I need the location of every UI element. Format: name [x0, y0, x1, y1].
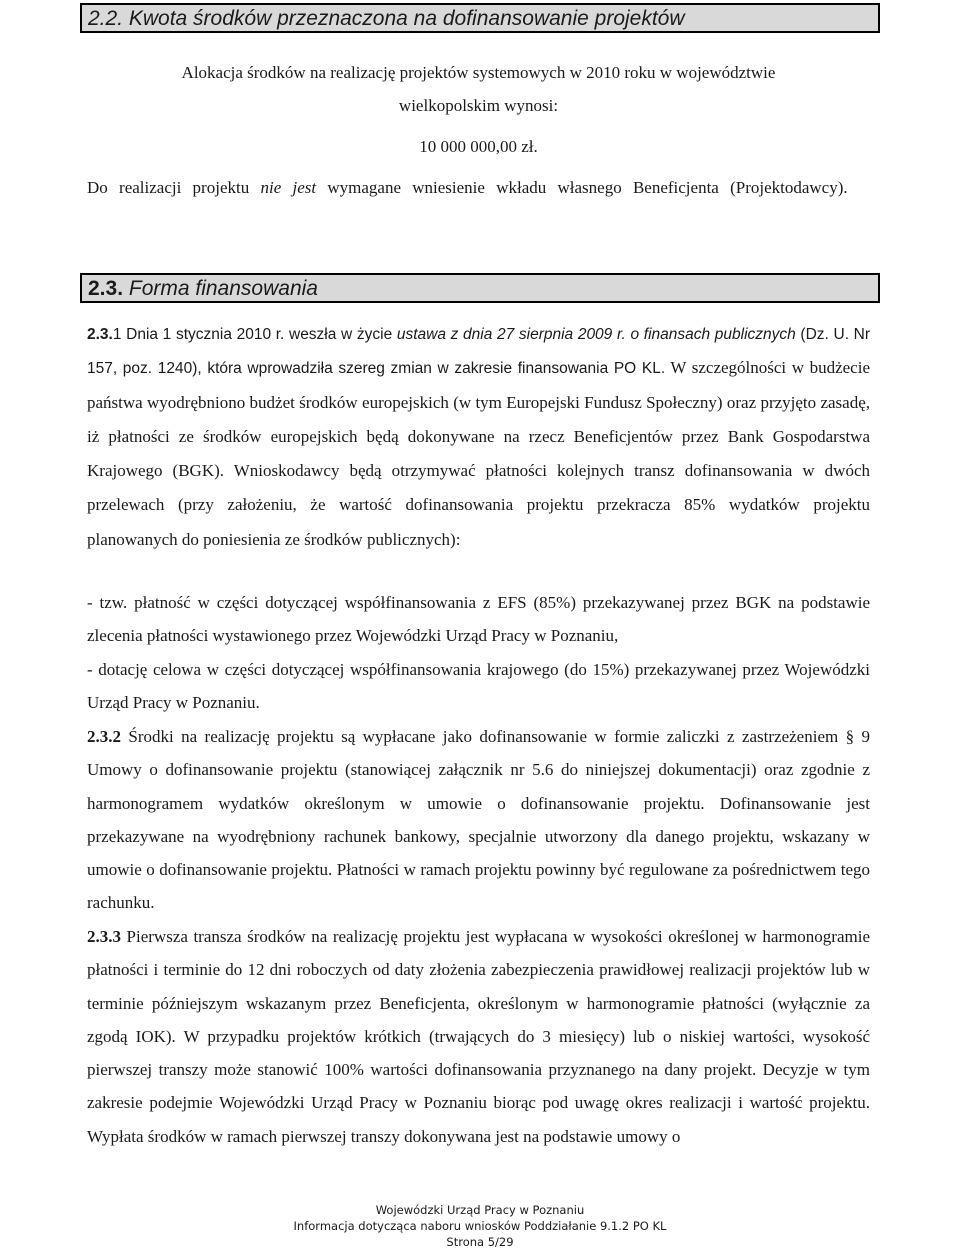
section-heading-2-2 [80, 3, 880, 33]
paragraph-2-3-2 [87, 720, 870, 920]
paragraph-number: 2.3. [87, 326, 113, 343]
section-number: 2.3. [88, 277, 124, 300]
paragraph-number: 2.3.2 [87, 727, 121, 746]
own-contribution-text: Do realizacji projektu [87, 178, 261, 197]
section-heading-2-3 [80, 273, 880, 303]
bullet-efs [87, 586, 870, 653]
bullet-text: - dotację celowa w części dotyczącej współfinansowania krajowego (do 15%) przekazywanej przez Wojewódzki Urząd Pracy w Poznaniu. [87, 660, 870, 713]
footer-page-number: Strona 5/29 [446, 1235, 514, 1249]
allocation-paragraph [87, 56, 870, 123]
paragraph-number-tail: 1 [112, 326, 122, 343]
paragraph-text: Pierwsza transza środków na realizację projektu jest wypłacana w wysokości określonej w harmonogramie płatności i terminie do 12 dni roboczych od daty złożenia zabezpieczenia prawidłowej realizacji projektów lub w terminie późniejszym wskazanym przez Beneficjenta, określonym w harmonogramie płatności (wyłącznie za zgodą IOK). W przypadku projektów krótkich (trwających do 3 miesięcy) lub o niskiej wartości, wysokość pierwszej transzy może stanowić 100% wartości dofinansowania przyznanego na dany projekt. Decyzje w tym zakresie podejmie Wojewódzki Urząd Pracy w Poznaniu biorąc pod uwagę okres realizacji i wartość projektu. Wypłata środków w ramach pierwszej transzy dokonywana jest na podstawie umowy o [87, 927, 870, 1146]
page-footer [0, 1202, 960, 1250]
footer-institution: Wojewódzki Urząd Pracy w Poznaniu [375, 1203, 585, 1217]
paragraph-number: 2.3.3 [87, 927, 121, 946]
section-title: Forma finansowania [128, 277, 318, 300]
paragraph-2-3-3 [87, 920, 870, 1153]
own-contribution-paragraph [87, 171, 870, 204]
bullet-dotacja [87, 653, 870, 720]
act-title: ustawa z dnia 27 sierpnia 2009 r. o finansach publicznych [396, 326, 796, 343]
paragraph-text: W szczególności w budżecie państwa wyodrębniono budżet środków europejskich (w tym Europejski Fundusz Społeczny) oraz przyjęto zasadę, iż płatności ze środków europejskich będą dokonywane na rzecz Beneficjentów przez Bank Gospodarstwa Krajowego (BGK). Wnioskodawcy będą otrzymywać płatności kolejnych transz dofinansowania w dwóch przelewach (przy założeniu, że wartość dofinansowania projektu przekracza 85% wydatków projektu planowanych do poniesienia ze środków publicznych): [87, 358, 870, 549]
section-title: 2.2. Kwota środków przeznaczona na dofinansowanie projektów [88, 7, 685, 30]
paragraph-text: (Dz. U. Nr 157, poz. 1240), która wprowadziła szereg zmian w zakresie finansowania PO KL. [87, 326, 871, 378]
bullet-text: - tzw. płatność w części dotyczącej współfinansowania z EFS (85%) przekazywanej przez BGK na podstawie zlecenia płatności wystawionego przez Wojewódzki Urząd Pracy w Poznaniu, [87, 593, 870, 646]
paragraph-text: Środki na realizację projektu są wypłacane jako dofinansowanie w formie zaliczki z zastrzeżeniem § 9 Umowy o dofinansowanie projektu (stanowiącej załącznik nr 5.6 do niniejszej dokumentacji) oraz zgodnie z harmonogramem wydatków określonym w umowie o dofinansowanie projektu. Dofinansowanie jest przekazywane na wyodrębniony rachunek bankowy, specjalnie utworzony dla danego projektu, wskazany w umowie o dofinansowanie projektu. Płatności w ramach projektu powinny być regulowane za pośrednictwem tego rachunku. [87, 727, 870, 913]
allocation-line-1: Alokacja środków na realizację projektów systemowych w 2010 roku w województwie [181, 63, 776, 82]
allocation-line-2: wielkopolskim wynosi: [398, 96, 559, 116]
paragraph-text: Dnia 1 stycznia 2010 r. weszła w życie [121, 326, 397, 343]
amount-value: 10 000 000,00 zł. [419, 137, 538, 156]
paragraph-2-3-1 [87, 318, 870, 557]
footer-document-title: Informacja dotycząca naboru wniosków Poddziałanie 9.1.2 PO KL [293, 1219, 667, 1233]
allocation-amount [87, 130, 870, 163]
own-contribution-text-end: wymagane wniesienie wkładu własnego Beneficjenta (Projektodawcy). [316, 178, 848, 197]
own-contribution-emphasis: nie jest [260, 178, 317, 197]
